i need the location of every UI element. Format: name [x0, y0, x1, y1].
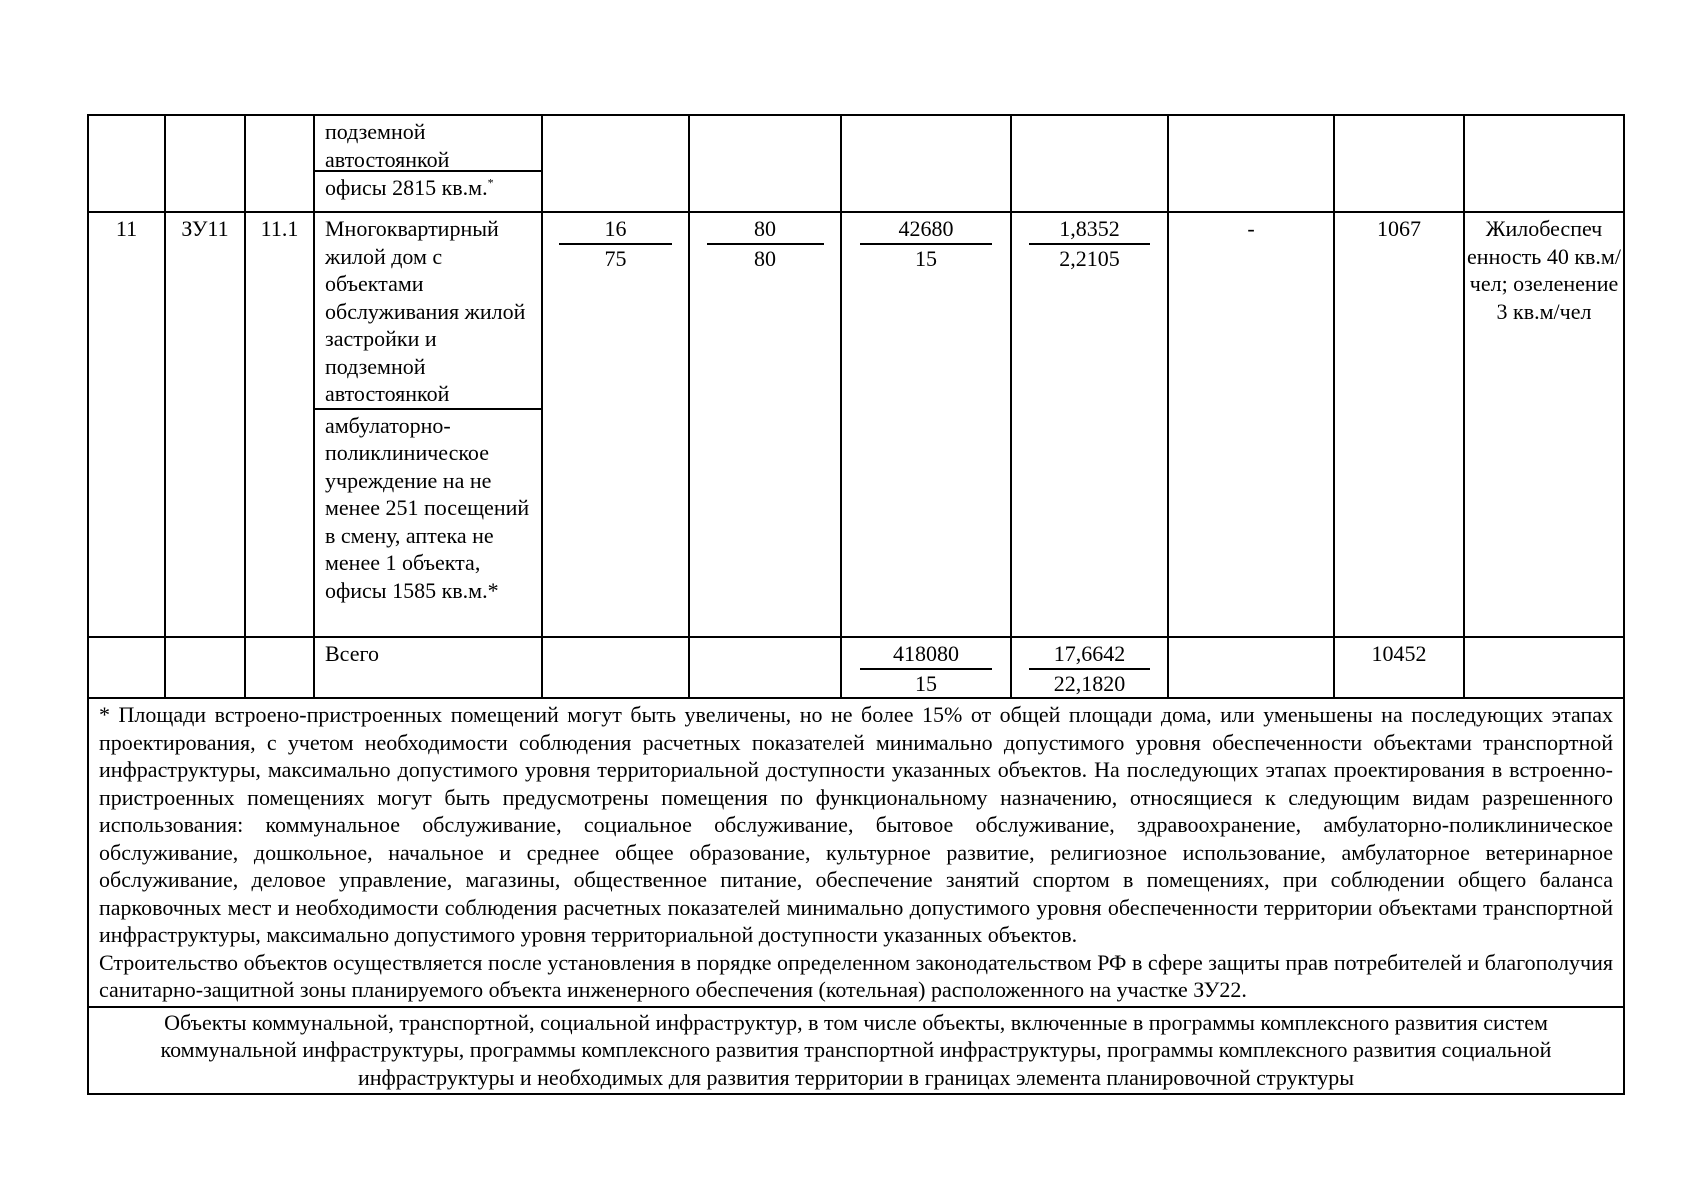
cell-col10: 1067	[1334, 212, 1464, 637]
fraction-col8	[1029, 215, 1150, 272]
table-row-total	[88, 637, 1624, 698]
cell-col6	[689, 115, 841, 212]
fraction-numerator: 80	[707, 215, 824, 245]
section-heading: Объекты коммунальной, транспортной, социальной инфраструктур, в том числе объекты, включенные в программы комплексного развития систем коммунальной инфраструктуры, программы комплексного развития транспортной инфраструктуры, программы комплексного развития социальной инфраструктуры и необходимых для развития территории в границах элемента планировочной структуры	[88, 1007, 1624, 1095]
fraction-numerator: 17,6642	[1029, 640, 1150, 670]
footnote-paragraph-2: Строительство объектов осуществляется после установления в порядке определенном законодательством РФ в сфере защиты прав потребителей и благополучия санитарно-защитной зоны планируемого объекта инженерного обеспечения (котельная) расположенного на участке ЗУ22.	[99, 949, 1613, 1002]
cell-col9	[1168, 637, 1334, 698]
fraction-denominator: 15	[915, 670, 937, 696]
fraction-total-col8	[1029, 640, 1150, 697]
table-row-section-heading	[88, 1007, 1624, 1095]
cell-note: Жилобеспеч енность 40 кв.м/чел; озеленение 3 кв.м/чел	[1464, 212, 1624, 637]
cell-col7	[841, 637, 1011, 698]
cell-plot	[165, 115, 245, 212]
fraction-denominator: 15	[915, 245, 937, 271]
cell-subplot	[245, 637, 314, 698]
cell-total-label	[314, 637, 542, 698]
fraction-numerator: 42680	[860, 215, 991, 245]
footnote-cell	[88, 698, 1624, 1007]
fraction-denominator: 75	[604, 245, 627, 271]
footnote-paragraph-1: * Площади встроено-пристроенных помещений могут быть увеличены, но не более 15% от общей площади дома, или уменьшены на последующих этапах проектирования, с учетом необходимости соблюдения расчетных показателей минимально допустимого уровня обеспеченности объектами транспортной инфраструктуры, максимально допустимого уровня территориальной доступности указанных объектов. На последующих этапах проектирования в встроенно-пристроенных помещениях могут быть предусмотрены помещения по функциональному назначению, относящиеся к следующим видам разрешенного использования: коммунальное обслуживание, социальное обслуживание, бытовое обслуживание, здравоохранение, амбулаторно-поликлиническое обслуживание, дошкольное, начальное и среднее общее образование, культурное развитие, религиозное использование, амбулаторное ветеринарное обслуживание, деловое управление, магазины, общественное питание, обеспечение занятий спортом в помещениях, при соблюдении общего баланса парковочных мест и необходимости соблюдения расчетных показателей минимально допустимого уровня обеспеченности территории объектами транспортной инфраструктуры, максимально допустимого уровня территориальной доступности указанных объектов.	[99, 702, 1613, 947]
cell-note	[1464, 115, 1624, 212]
use-extra-text: амбулаторно-поликлиническое учреждение на не менее 251 посещений в смену, аптека не менее 1 объекта, офисы 1585 кв.м.*	[315, 408, 541, 605]
cell-use	[314, 115, 542, 212]
cell-col6	[689, 637, 841, 698]
cell-plot: ЗУ11	[165, 212, 245, 637]
cell-col10: 10452	[1334, 637, 1464, 698]
fraction-total-col7	[860, 640, 991, 697]
fraction-col6	[707, 215, 824, 272]
cell-subplot	[245, 115, 314, 212]
fraction-denominator: 22,1820	[1053, 670, 1126, 696]
total-label: Всего	[325, 641, 379, 666]
table-row-footnote	[88, 698, 1624, 1007]
cell-col8	[1011, 212, 1168, 637]
cell-col9: -	[1168, 212, 1334, 637]
fraction-col5	[559, 215, 672, 272]
fraction-numerator: 418080	[860, 640, 991, 670]
footnote-mark: *	[487, 175, 494, 190]
cell-num	[88, 637, 165, 698]
fraction-denominator: 80	[754, 245, 776, 271]
cell-col9	[1168, 115, 1334, 212]
cell-col10	[1334, 115, 1464, 212]
table-row-11	[88, 212, 1624, 637]
cell-col8	[1011, 115, 1168, 212]
cell-note	[1464, 637, 1624, 698]
use-main-text: подземной автостоянкой	[325, 119, 450, 172]
cell-col8	[1011, 637, 1168, 698]
cell-num: 11	[88, 212, 165, 637]
cell-subplot: 11.1	[245, 212, 314, 637]
fraction-numerator: 1,8352	[1029, 215, 1150, 245]
document-page	[87, 114, 1623, 1095]
fraction-col7	[860, 215, 991, 272]
cell-use	[314, 212, 542, 637]
cell-plot	[165, 637, 245, 698]
cell-col5	[542, 115, 689, 212]
use-extra-text: офисы 2815 кв.м.	[325, 175, 488, 200]
cell-col7	[841, 115, 1011, 212]
fraction-denominator: 2,2105	[1059, 245, 1120, 271]
fraction-numerator: 16	[559, 215, 672, 245]
use-main-text: Многоквартирный жилой дом с объектами обслуживания жилой застройки и подземной автостоянкой	[325, 216, 526, 406]
cell-num	[88, 115, 165, 212]
table-row-continuation	[88, 115, 1624, 212]
use-extra-cell	[315, 170, 541, 202]
cell-col5	[542, 212, 689, 637]
planning-table	[87, 114, 1625, 1095]
cell-col6	[689, 212, 841, 637]
cell-col7	[841, 212, 1011, 637]
cell-col5	[542, 637, 689, 698]
